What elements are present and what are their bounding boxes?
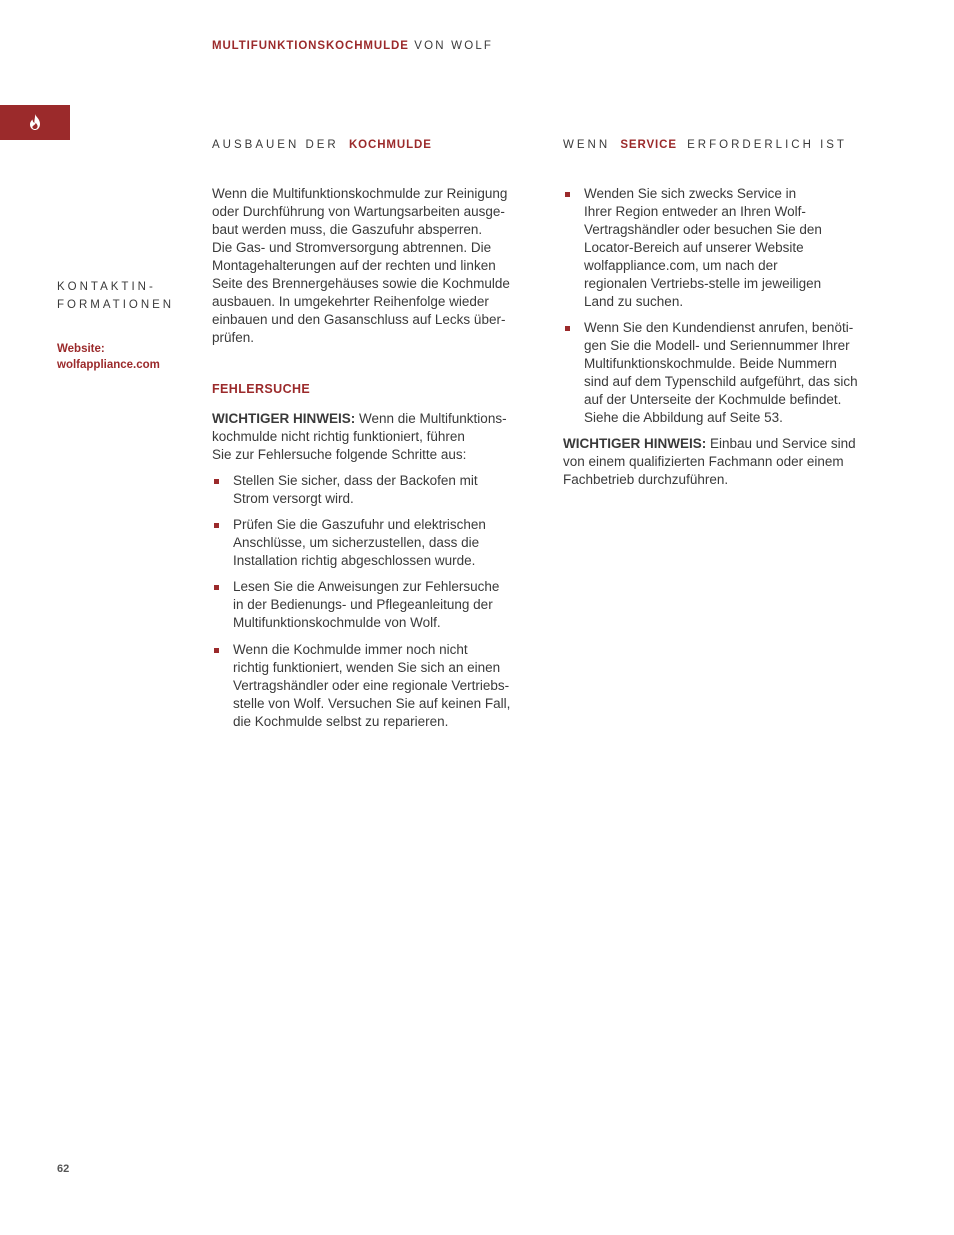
list-item xyxy=(212,472,542,508)
troubleshooting-section xyxy=(212,410,542,731)
service-heading xyxy=(563,139,847,151)
removal-section xyxy=(212,185,542,347)
list-item-text: Wenden Sie sich zwecks Service in Ihrer Region entweder an Ihren Wolf- Vertragshändler oder besuchen Sie den Locator-Bereich auf unserer Website wolfappliance.com, um nach der regionalen Vertriebs-stelle im jeweiligen Land zu suchen. xyxy=(584,186,822,309)
note-text: Wenn die Multifunktions- kochmulde nicht richtig funktioniert, führen Sie zur Fehlersuche folgende Schritte aus: xyxy=(212,411,507,462)
website-info xyxy=(57,341,160,373)
service-heading-prefix: WENN xyxy=(563,139,611,151)
list-item xyxy=(563,185,903,311)
contact-title-line1: KONTAKTIN- xyxy=(57,281,156,293)
removal-heading xyxy=(212,139,436,151)
service-list xyxy=(563,185,903,427)
contact-info-title xyxy=(57,278,174,314)
header-suffix: VON WOLF xyxy=(414,40,494,52)
section-tab xyxy=(0,105,70,140)
service-heading-highlight: SERVICE xyxy=(620,139,677,151)
note-text: Einbau und Service sind von einem qualifizierten Fachmann oder einem Fachbetrieb durchzuführen. xyxy=(563,436,856,487)
note-label: WICHTIGER HINWEIS: xyxy=(563,436,707,451)
list-item xyxy=(212,578,542,632)
troubleshooting-note xyxy=(212,410,542,464)
list-item-text: Lesen Sie die Anweisungen zur Fehlersuche in der Bedienungs- und Pflegeanleitung der Multifunktionskochmulde von Wolf. xyxy=(233,579,500,630)
note-label: WICHTIGER HINWEIS: xyxy=(212,411,356,426)
bullet-icon xyxy=(214,479,219,484)
list-item xyxy=(212,641,542,731)
bullet-icon xyxy=(565,326,570,331)
list-item-text: Wenn Sie den Kundendienst anrufen, benöti- gen Sie die Modell- und Seriennummer Ihrer Multifunktionskochmulde. Beide Nummern sind auf dem Typenschild aufgeführt, das sich auf der Unterseite der Kochmulde befindet. Siehe die Abbildung auf Seite 53. xyxy=(584,320,858,425)
page-number: 62 xyxy=(57,1163,70,1175)
flame-icon xyxy=(29,114,41,130)
website-link[interactable]: wolfappliance.com xyxy=(57,359,160,371)
bullet-icon xyxy=(214,648,219,653)
bullet-icon xyxy=(565,192,570,197)
removal-heading-highlight: KOCHMULDE xyxy=(348,139,432,151)
service-note xyxy=(563,435,903,489)
list-item-text: Wenn die Kochmulde immer noch nicht richtig funktioniert, wenden Sie sich an einen Vertragshändler oder eine regionale Vertriebs- stelle von Wolf. Versuchen Sie auf keinen Fall, die Kochmulde selbst zu reparieren. xyxy=(233,642,511,729)
service-section xyxy=(563,185,903,489)
list-item-text: Stellen Sie sicher, dass der Backofen mit Strom versorgt wird. xyxy=(233,473,478,506)
removal-heading-prefix: AUSBAUEN DER xyxy=(212,139,339,151)
service-heading-suffix: ERFORDERLICH IST xyxy=(687,139,847,151)
troubleshooting-heading: FEHLERSUCHE xyxy=(212,382,311,396)
removal-intro: Wenn die Multifunktionskochmulde zur Reinigung oder Durchführung von Wartungsarbeiten ausge- baut werden muss, die Gaszufuhr absperren. Die Gas- und Stromversorgung abtrennen. Die Montagehalterungen auf der rechten und linken Seite des Brennergehäuses sowie die Kochmulde ausbauen. In umgekehrter Reihenfolge wieder einbauen und den Gasanschluss auf Lecks über- prüfen. xyxy=(212,186,510,345)
list-item-text: Prüfen Sie die Gaszufuhr und elektrischen Anschlüsse, um sicherzustellen, dass die Installation richtig abgeschlossen wurde. xyxy=(233,517,486,568)
list-item xyxy=(563,319,903,427)
troubleshooting-list xyxy=(212,472,542,731)
list-item xyxy=(212,516,542,570)
contact-title-line2: FORMATIONEN xyxy=(57,299,175,311)
page-header xyxy=(212,40,493,52)
bullet-icon xyxy=(214,585,219,590)
header-brand: MULTIFUNKTIONSKOCHMULDE xyxy=(212,40,409,52)
bullet-icon xyxy=(214,523,219,528)
website-label: Website: xyxy=(57,343,105,355)
